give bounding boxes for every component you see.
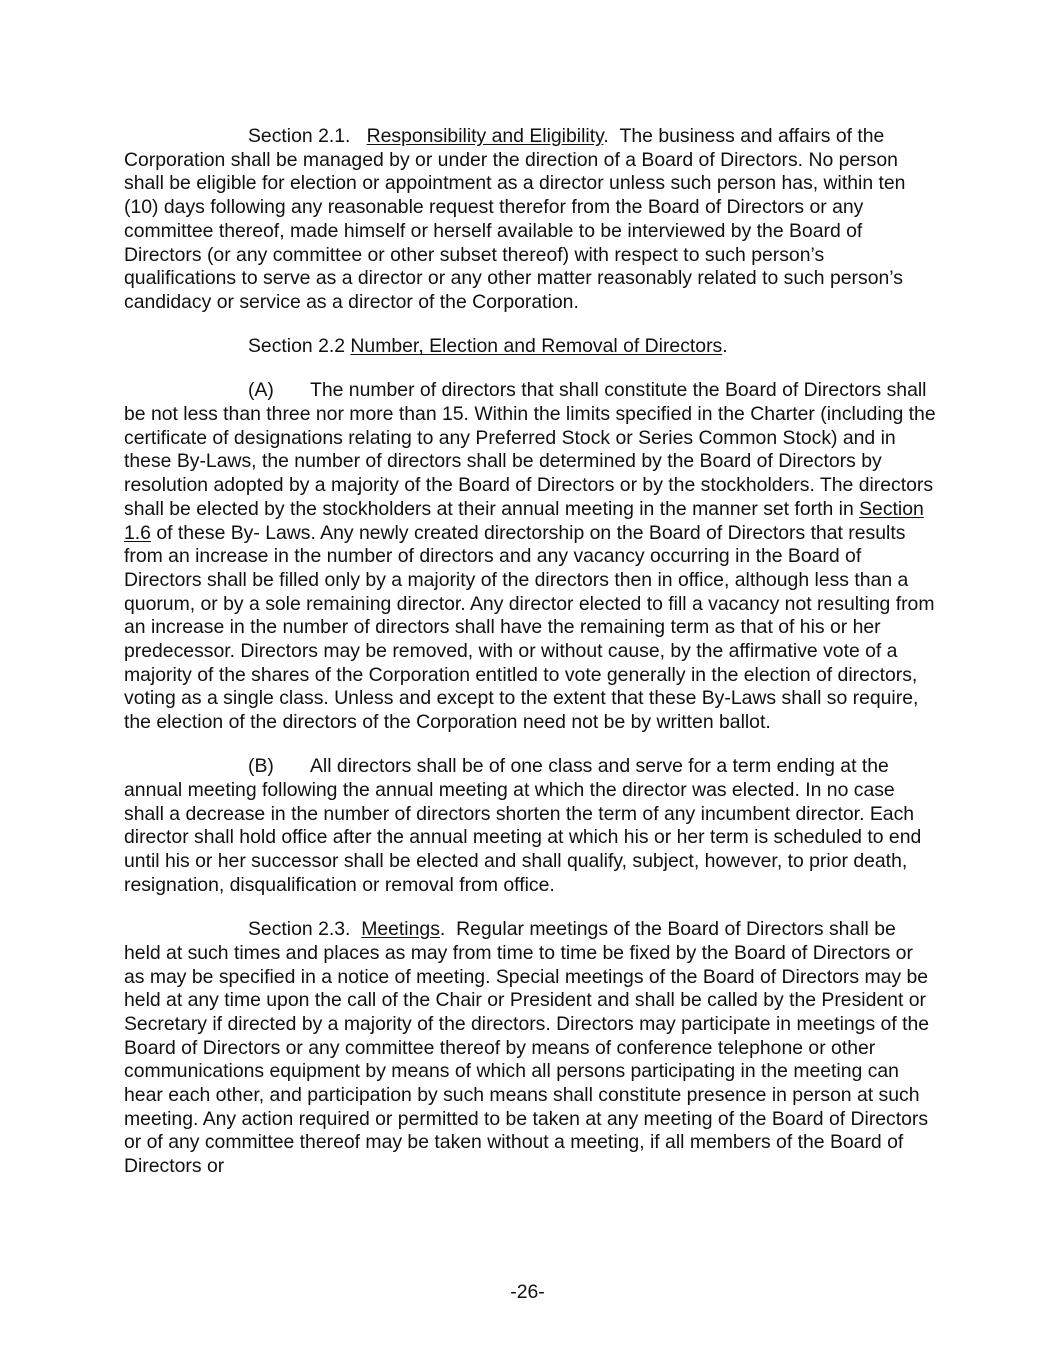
section-2-2-paragraph-a (124, 379, 936, 735)
section-2-2-number: Section 2.2 (248, 335, 346, 358)
section-2-1-number: Section 2.1. (248, 125, 351, 147)
document-page (124, 125, 936, 1199)
paragraph-a-text-2: of these By- Laws. Any newly created directorship on the Board of Directors that results from an increase in the number of directors and any vacancy occurring in the Board of Directors shall be filled only by a majority of the directors then in office, although less than a quorum, or by a sole remaining director. Any director elected to fill a vacancy not resulting from an increase in the number of directors shall have the remaining term as that of his or her predecessor. Directors may be removed, with or without cause, by the affirmative vote of a majority of the shares of the Corporation entitled to vote generally in the election of directors, voting as a single class. Unless and except to the extent that these By-Laws shall so require, the election of the directors of the Corporation need not be by written ballot. (124, 521, 935, 734)
section-2-1-title-period: . (603, 125, 609, 147)
paragraph-b-label: (B) (248, 755, 274, 778)
section-2-1-body: The business and affairs of the Corporation shall be managed by or under the direction of a Board of Directors. No person shall be eligible for election or appointment as a director unless such person has, within ten (10) days following any reasonable request therefor from the Board of Directors or any committee thereof, made himself or herself available to be interviewed by the Board of Directors (or any committee or other subset thereof) with respect to such person’s qualifications to serve as a director or any other matter reasonably related to such person’s candidacy or service as a director of the Corporation. (124, 125, 906, 313)
paragraph-b-text: All directors shall be of one class and serve for a term ending at the annual meeting following the annual meeting at which the director was elected. In no case shall a decrease in the number of directors shorten the term of any incumbent director. Each director shall hold office after the annual meeting at which his or her term is scheduled to end until his or her successor shall be elected and shall qualify, subject, however, to prior death, resignation, disqualification or removal from office. (124, 755, 922, 896)
section-2-3-title-period: . (439, 918, 446, 941)
section-2-3-body: Regular meetings of the Board of Directors shall be held at such times and places as may from time to time be fixed by the Board of Directors or as may be specified in a notice of meeting. Special meetings of the Board of Directors may be held at any time upon the call of the Chair or President and shall be called by the President or Secretary if directed by a majority of the directors. Directors may participate in meetings of the Board of Directors or any committee thereof by means of conference telephone or other communications equipment by means of which all persons participating in the meeting can hear each other, and participation by such means shall constitute presence in person at such meeting. Any action required or permitted to be taken at any meeting of the Board of Directors or of any committee thereof may be taken without a meeting, if all members of the Board of Directors or (124, 918, 930, 1178)
paragraph-a-text-1: The number of directors that shall constitute the Board of Directors shall be not less than three nor more than 15. Within the limits specified in the Charter (including the certificate of designations relating to any Preferred Stock or Series Common Stock) and in these By-Laws, the number of directors shall be determined by the Board of Directors by resolution adopted by a majority of the Board of Directors or by the stockholders. The directors shall be elected by the stockholders at their annual meeting in the manner set forth in (124, 379, 936, 520)
section-2-2-title-period: . (722, 335, 728, 358)
page-number: -26- (510, 1281, 545, 1303)
section-2-3-paragraph (124, 918, 936, 1179)
paragraph-a-label: (A) (248, 379, 274, 402)
section-2-1-title: Responsibility and Eligibility (366, 125, 604, 147)
section-2-3-number: Section 2.3. (248, 918, 351, 941)
section-1-6-reference: Section 1.6 (124, 497, 924, 544)
section-2-2-heading (124, 335, 936, 359)
section-2-2-paragraph-b (124, 755, 936, 897)
section-2-3-title: Meetings (361, 918, 440, 941)
section-2-1-paragraph (124, 125, 936, 315)
section-2-2-title: Number, Election and Removal of Directors (350, 335, 723, 358)
